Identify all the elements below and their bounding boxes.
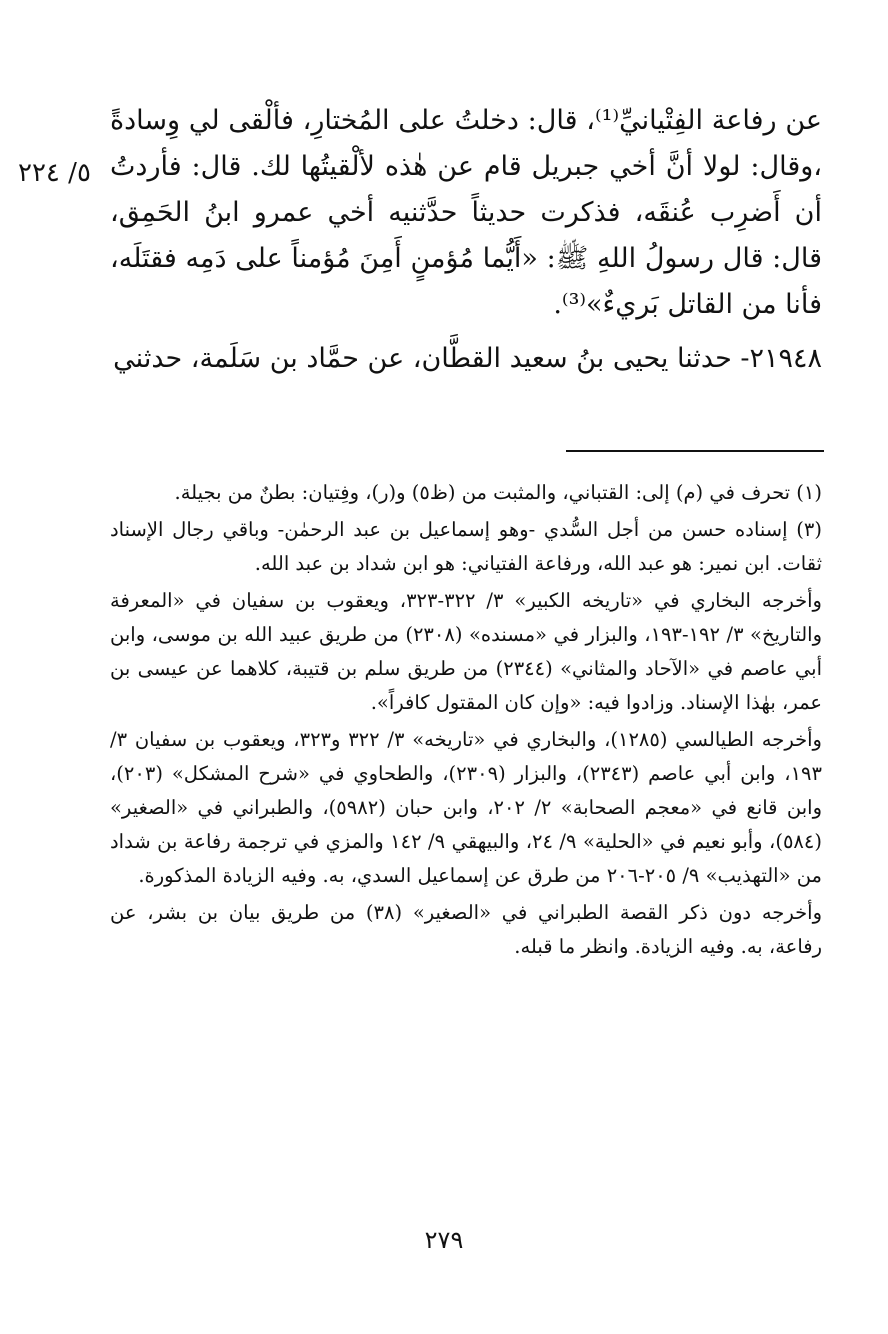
main-paragraph-next-hadith: ٢١٩٤٨- حدثنا يحيى بنُ سعيد القطَّان، عن حمَّاد بن سَلَمة، حدثني	[113, 343, 822, 374]
footnote-separator-line	[566, 450, 824, 452]
footnote-3-tabarani-paragraph: وأخرجه دون ذكر القصة الطبراني في «الصغير» (٣٨) من طريق بيان بن بشر، عن رفاعة، به. وفيه الزيادة. وانظر ما قبله.	[110, 901, 822, 958]
main-text-body	[110, 98, 822, 382]
footnote-3-tayalisi-paragraph: وأخرجه الطيالسي (١٢٨٥)، والبخاري في «تاريخه» ٣/ ٣٢٢ و٣٢٣، ويعقوب بن سفيان ٣/ ١٩٣، وابن أبي عاصم (٢٣٤٣)، والبزار (٢٣٠٩)، والطحاوي في «شرح المشكل» (٢٠٣)، وابن قانع في «معجم الصحابة» ٢/ ٢٠٢، وابن حبان (٥٩٨٢)، والطبراني في «الصغير» (٥٨٤)، وأبو نعيم في «الحلية» ٩/ ٢٤، والبيهقي ٩/ ١٤٢ والمزي في ترجمة رفاعة بن شداد من «التهذيب» ٩/ ٢٠٥-٢٠٦ من طرق عن إسماعيل السدي، به. وفيه الزيادة المذكورة.	[110, 728, 822, 887]
footnotes-section	[110, 476, 822, 967]
footnote-1: (١) تحرف في (م) إلى: القتباني، والمثبت من (ظ٥) و(ر)، وفِتيان: بطنٌ من بجيلة.	[174, 481, 822, 504]
margin-volume-page-reference: ٥/ ٢٢٤	[18, 158, 91, 188]
footnote-3: (٣) إسناده حسن من أجل السُّدي -وهو إسماعيل بن عبد الرحمٰن- وباقي رجال الإسناد ثقات. ابن نمير: هو عبد الله، ورفاعة الفتياني: هو ابن شداد بن عبد الله.	[110, 518, 822, 575]
main-paragraph-hadith-text: عن رفاعة الفِتْيانيِّ⁽¹⁾، قال: دخلتُ على المُختارِ، فألْقى لي وِسادةً ،وقال: لولا أنَّ أخي جبريل قام عن هٰذه لألْقيتُها لك. قال: فأردتُ أن أَضرِب عُنقَه، فذكرت حديثاً حدَّثنيه أخي عمرو ابنُ الحَمِق، قال: قال رسولُ اللهِ ﷺ: «أَيُّما مُؤمنٍ أَمِنَ مُؤمناً على دَمِه فقتَلَه، فأنا من القاتل بَريءٌ»⁽³⁾.	[110, 105, 822, 320]
footnote-3-bukhari-paragraph: وأخرجه البخاري في «تاريخه الكبير» ٣/ ٣٢٢-٣٢٣، ويعقوب بن سفيان في «المعرفة والتاريخ» ٣/ ١٩٢-١٩٣، والبزار في «مسنده» (٢٣٠٨) من طريق عبيد الله بن موسى، وابن أبي عاصم في «الآحاد والمثاني» (٢٣٤٤) من طريق سلم بن قتيبة، كلاهما عن عيسى بن عمر، بهٰذا الإسناد. وزادوا فيه: «وإن كان المقتول كافراً».	[110, 589, 822, 714]
page-number: ٢٧٩	[424, 1226, 464, 1254]
